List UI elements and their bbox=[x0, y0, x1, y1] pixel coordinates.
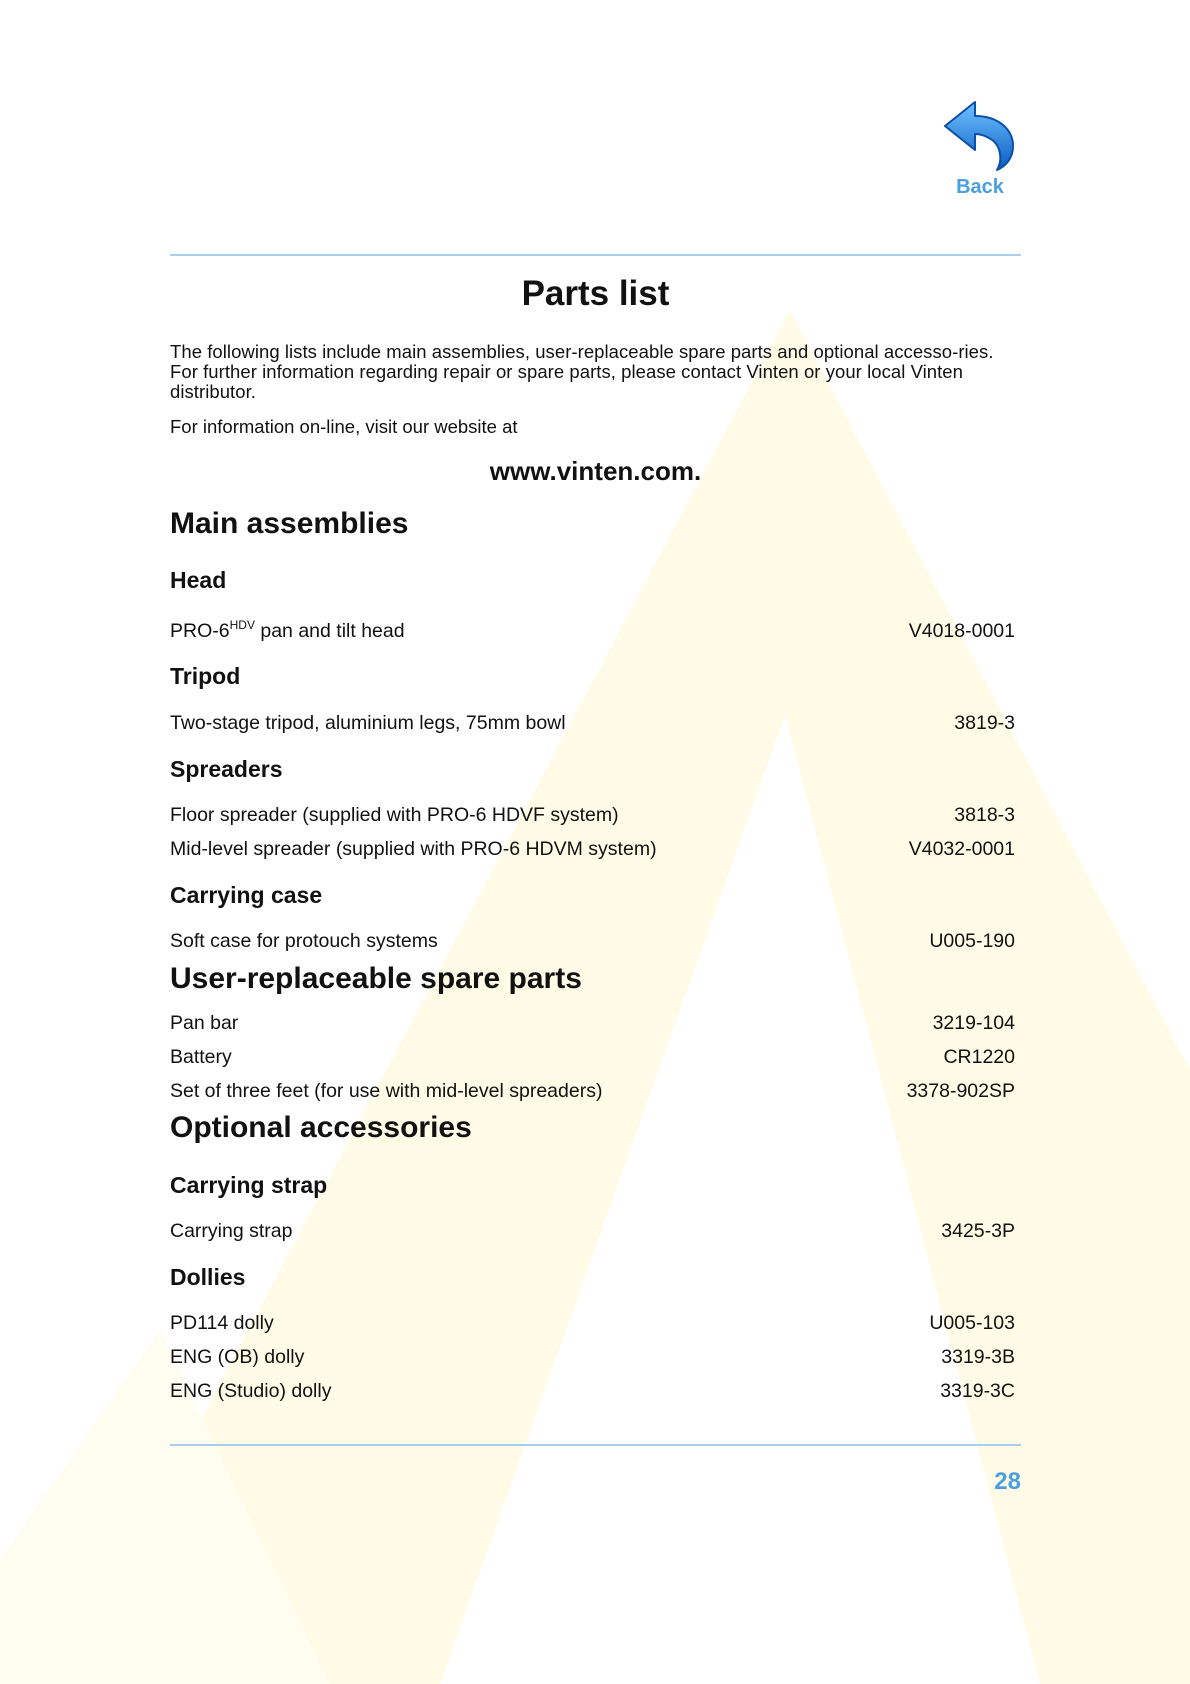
parts-row bbox=[170, 1010, 1015, 1036]
page-title: Parts list bbox=[521, 274, 670, 313]
heading-main-assemblies: Main assemblies bbox=[170, 507, 409, 540]
bottom-divider bbox=[170, 1444, 1021, 1446]
heading-carrying-strap: Carrying strap bbox=[170, 1172, 328, 1198]
back-label: Back bbox=[956, 176, 1004, 198]
parts-row bbox=[170, 1218, 1015, 1244]
parts-row bbox=[170, 1378, 1015, 1404]
parts-row bbox=[170, 1310, 1015, 1336]
intro-paragraph: The following lists include main assemblies, user-replaceable spare parts and optional accesso-ries. For further information regarding repair or spare parts, please contact Vinten or your local Vinten distributor. bbox=[170, 341, 994, 402]
part-description: Pan bar bbox=[170, 1012, 239, 1034]
online-info: For information on-line, visit our website at bbox=[170, 416, 518, 437]
part-number: 3219-104 bbox=[932, 1012, 1015, 1034]
heading-head: Head bbox=[170, 567, 227, 593]
parts-row bbox=[170, 1078, 1015, 1104]
parts-row bbox=[170, 618, 1015, 644]
heading-spreaders: Spreaders bbox=[170, 756, 283, 782]
part-description: Soft case for protouch systems bbox=[170, 930, 438, 952]
heading-spare-parts: User-replaceable spare parts bbox=[170, 962, 582, 995]
back-arrow-icon bbox=[943, 100, 1017, 172]
parts-row bbox=[170, 836, 1015, 862]
part-number: U005-190 bbox=[929, 930, 1015, 952]
top-divider bbox=[170, 254, 1021, 256]
heading-tripod: Tripod bbox=[170, 663, 241, 689]
part-description: PRO-$6^{HDV}$ pan and tilt head bbox=[170, 618, 405, 642]
part-number: 3819-3 bbox=[954, 712, 1015, 734]
heading-optional-accessories: Optional accessories bbox=[170, 1111, 472, 1144]
heading-carrying-case: Carrying case bbox=[170, 882, 323, 908]
part-number: V4032-0001 bbox=[908, 838, 1015, 860]
page-number: 28 bbox=[994, 1468, 1021, 1495]
heading-dollies: Dollies bbox=[170, 1264, 246, 1290]
part-description: Floor spreader (supplied with PRO-6 HDVF system) bbox=[170, 804, 619, 826]
part-description: Carrying strap bbox=[170, 1220, 293, 1242]
parts-row bbox=[170, 928, 1015, 954]
parts-row bbox=[170, 802, 1015, 828]
part-number: V4018-0001 bbox=[908, 620, 1015, 642]
parts-row bbox=[170, 710, 1015, 736]
back-button[interactable] bbox=[940, 100, 1020, 210]
part-number: 3818-3 bbox=[954, 804, 1015, 826]
parts-row bbox=[170, 1044, 1015, 1070]
part-description: PD114 dolly bbox=[170, 1312, 274, 1334]
part-number: CR1220 bbox=[943, 1046, 1015, 1068]
part-description: Set of three feet (for use with mid-level spreaders) bbox=[170, 1080, 603, 1102]
part-number: 3319-3B bbox=[941, 1346, 1015, 1368]
part-description: Mid-level spreader (supplied with PRO-6 HDVM system) bbox=[170, 838, 657, 860]
part-description: ENG (OB) dolly bbox=[170, 1346, 305, 1368]
website-link[interactable]: www.vinten.com. bbox=[489, 456, 702, 486]
part-number: 3378-902SP bbox=[906, 1080, 1015, 1102]
part-number: 3425-3P bbox=[941, 1220, 1015, 1242]
part-description: Two-stage tripod, aluminium legs, 75mm bowl bbox=[170, 712, 566, 734]
parts-row bbox=[170, 1344, 1015, 1370]
part-description: ENG (Studio) dolly bbox=[170, 1380, 332, 1402]
part-number: 3319-3C bbox=[940, 1380, 1015, 1402]
part-number: U005-103 bbox=[929, 1312, 1015, 1334]
part-description: Battery bbox=[170, 1046, 232, 1068]
